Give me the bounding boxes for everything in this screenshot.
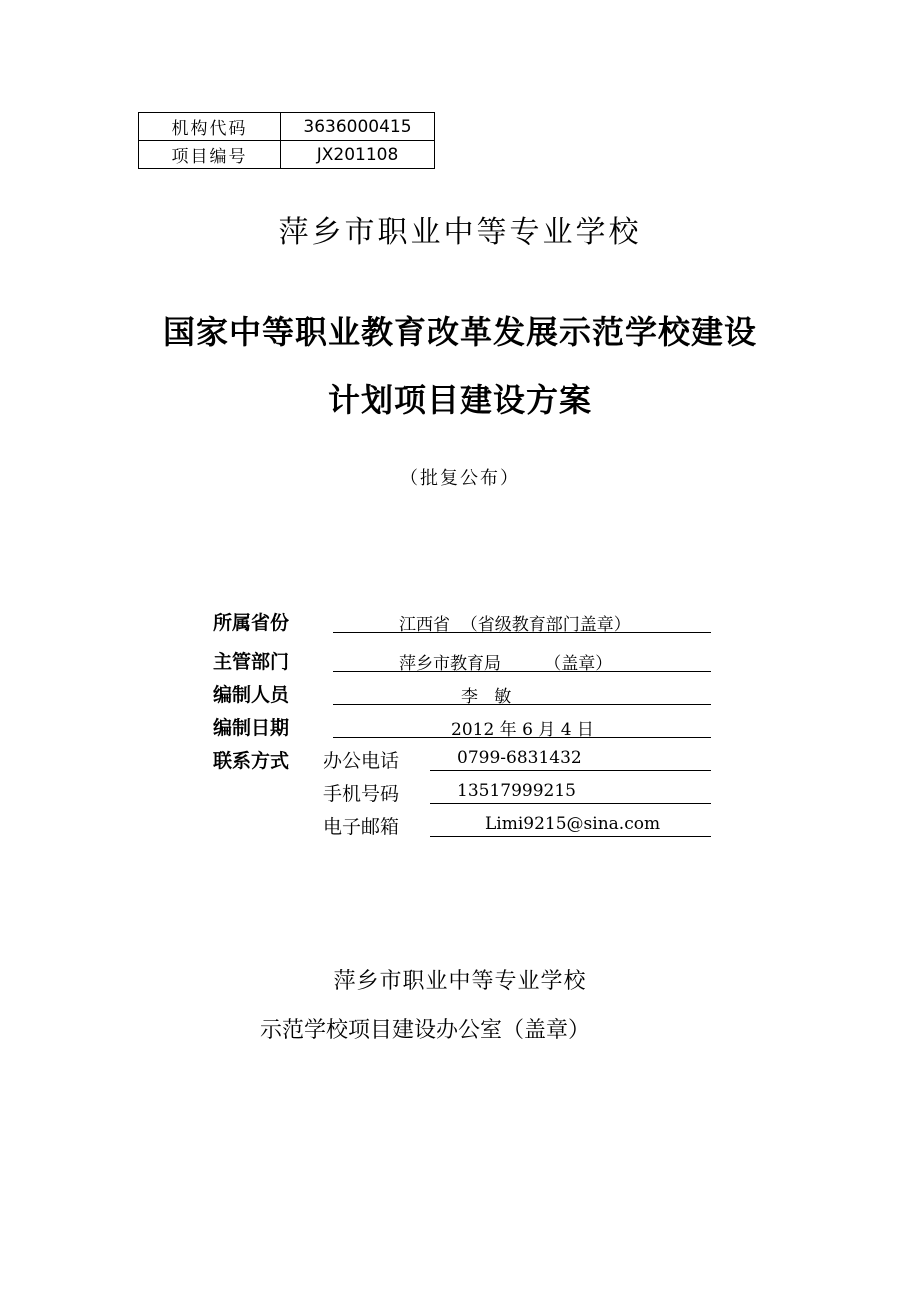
editor-row bbox=[0, 680, 920, 710]
footer-school: 萍乡市职业中等专业学校 bbox=[333, 969, 587, 994]
editor-value bbox=[333, 680, 711, 705]
editor-label: 编制人员 bbox=[213, 684, 290, 706]
dept-label: 主管部门 bbox=[213, 651, 290, 673]
org-code-value: 3636000415 bbox=[281, 113, 435, 141]
province-row bbox=[0, 608, 920, 638]
province-value bbox=[333, 608, 711, 633]
dept-text: 萍乡市教育局 （盖章） bbox=[399, 654, 613, 674]
date-text: 2012 年 6 月 4 日 bbox=[451, 720, 594, 740]
dept-row bbox=[0, 647, 920, 677]
province-label: 所属省份 bbox=[213, 612, 290, 634]
table-row bbox=[139, 141, 435, 169]
email-row bbox=[0, 812, 920, 842]
mobile-value bbox=[430, 779, 711, 804]
date-row bbox=[0, 713, 920, 743]
project-no-value: JX201108 bbox=[281, 141, 435, 169]
footer-office: 示范学校项目建设办公室（盖章） bbox=[260, 1018, 591, 1043]
office-phone-text: 0799-6831432 bbox=[457, 748, 582, 768]
project-no-label: 项目编号 bbox=[139, 141, 281, 169]
mobile-row bbox=[0, 779, 920, 809]
office-phone-row bbox=[0, 746, 920, 776]
contact-label: 联系方式 bbox=[213, 750, 290, 772]
dept-value bbox=[333, 647, 711, 672]
email-value bbox=[430, 812, 711, 837]
code-table bbox=[138, 112, 435, 169]
office-phone-value bbox=[430, 746, 711, 771]
date-value bbox=[333, 713, 711, 738]
school-name: 萍乡市职业中等专业学校 bbox=[278, 215, 642, 250]
org-code-label: 机构代码 bbox=[139, 113, 281, 141]
page-title-line2: 计划项目建设方案 bbox=[327, 381, 592, 419]
province-text: 江西省 （省级教育部门盖章） bbox=[399, 615, 631, 635]
email-text: Limi9215@sina.com bbox=[485, 814, 661, 834]
table-row bbox=[139, 113, 435, 141]
mobile-label: 手机号码 bbox=[323, 783, 400, 805]
office-phone-label: 办公电话 bbox=[323, 750, 400, 772]
email-label: 电子邮箱 bbox=[323, 816, 400, 838]
page-title-line1: 国家中等职业教育改革发展示范学校建设 bbox=[162, 313, 757, 351]
approval-note: （批复公布） bbox=[400, 468, 520, 489]
mobile-text: 13517999215 bbox=[457, 781, 576, 801]
editor-text: 李 敏 bbox=[461, 687, 512, 707]
date-label: 编制日期 bbox=[213, 717, 290, 739]
